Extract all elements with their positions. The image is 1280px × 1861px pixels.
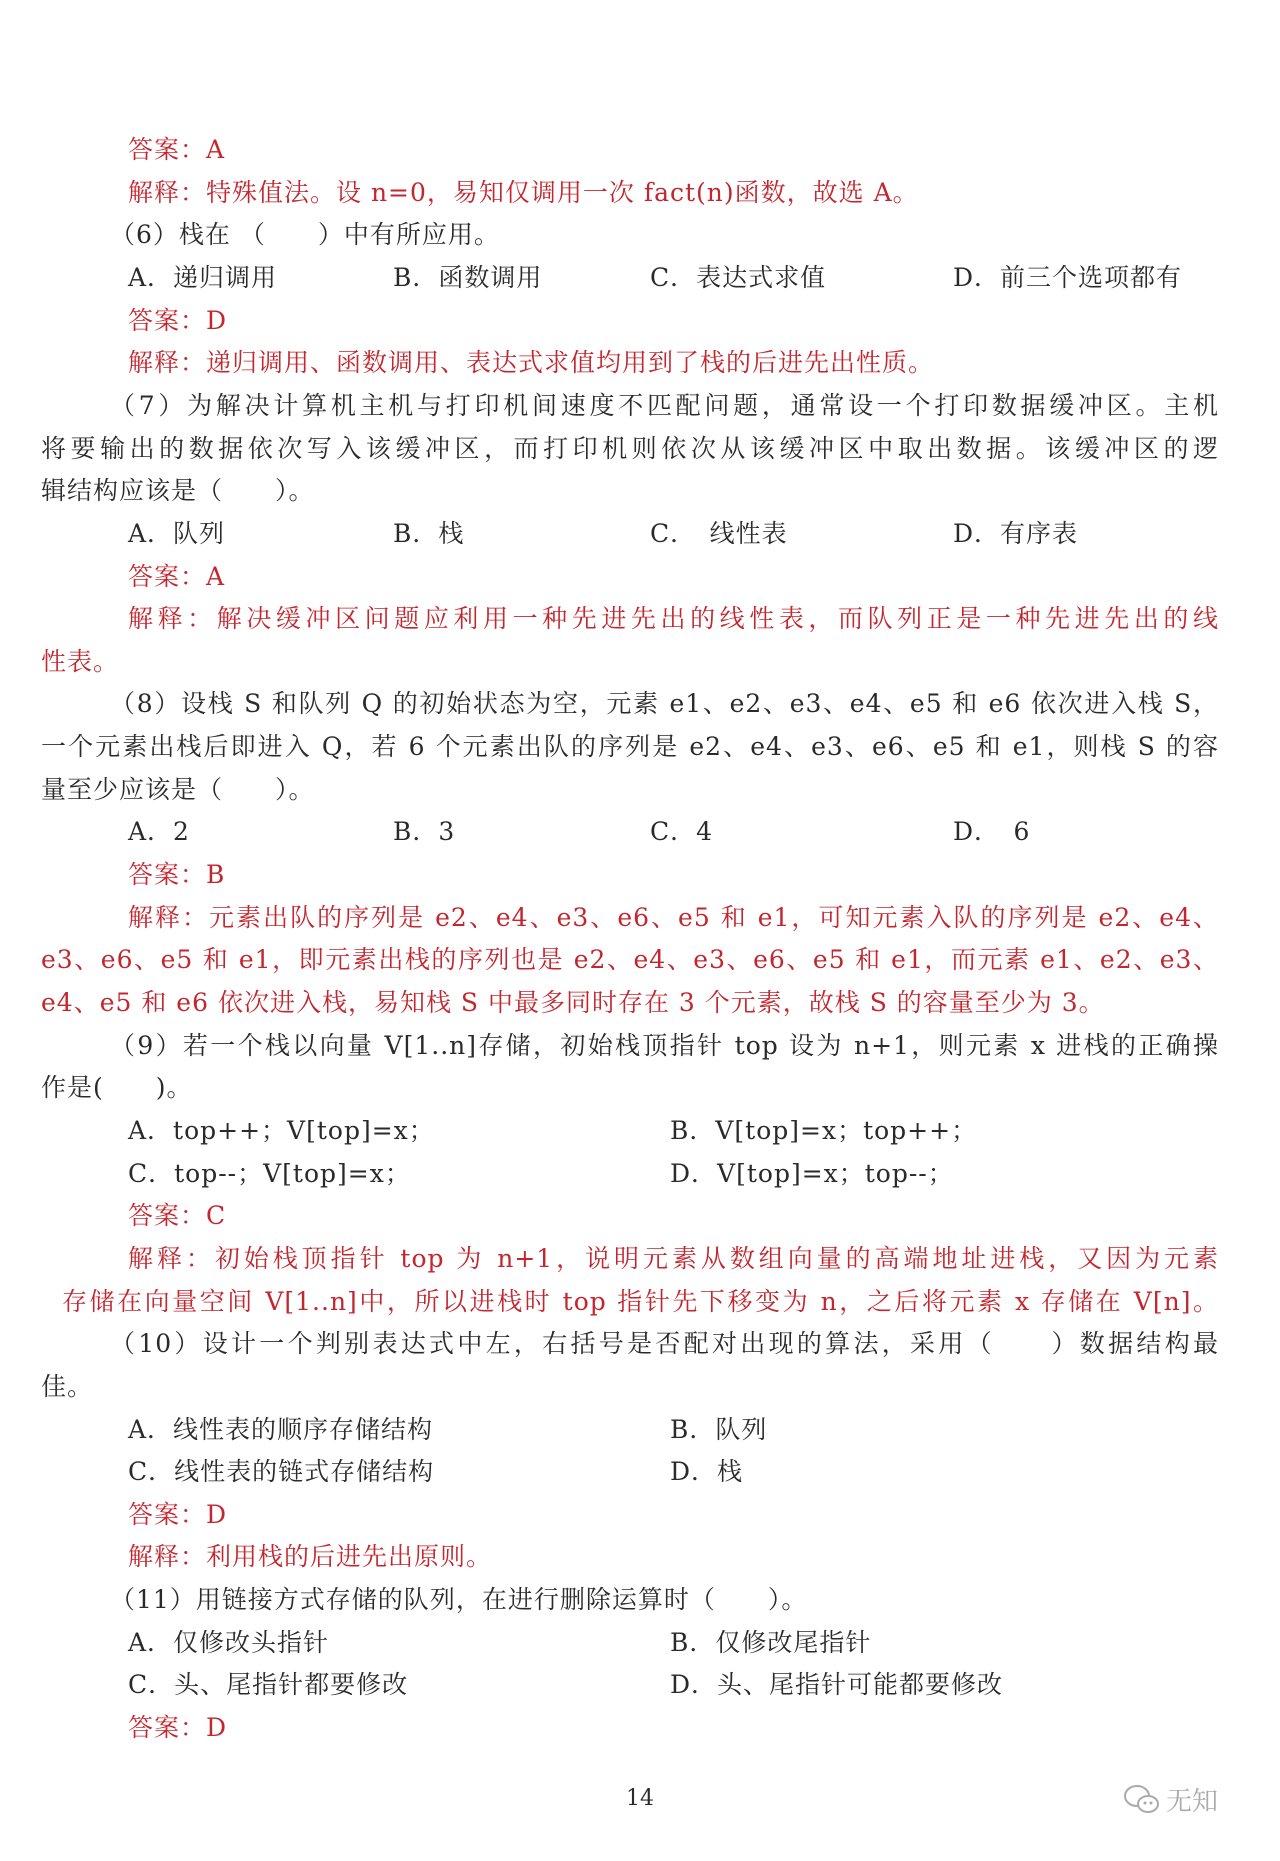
- option-D: D．有序表: [953, 518, 1079, 548]
- option-A: A．线性表的顺序存储结构: [128, 1414, 434, 1444]
- option-A: A．2: [128, 817, 190, 847]
- options-row: [0, 1451, 1280, 1493]
- option-B: D．V[top]=x；top--；: [670, 1158, 954, 1188]
- wechat-icon: [1122, 1783, 1162, 1817]
- question-line: 一个元素出栈后即进入 Q，若 6 个元素出队的序列是 e2、e4、e3、e6、e5 和 e1，则栈 S 的容: [41, 732, 1219, 762]
- explanation-line: e3、e6、e5 和 e1，即元素出栈的序列也是 e2、e4、e3、e6、e5 和 e1，而元素 e1、e2、e3、: [41, 945, 1219, 975]
- option-A: C．头、尾指针都要修改: [128, 1670, 409, 1700]
- answer-line: 答案：D: [128, 305, 228, 335]
- option-B: B．栈: [393, 518, 465, 548]
- option-C: C．表达式求值: [650, 262, 827, 292]
- option-B: B．仅修改尾指针: [670, 1627, 872, 1657]
- page-number: 14: [626, 1786, 654, 1811]
- option-B: B．函数调用: [393, 262, 543, 292]
- option-C: C．4: [650, 817, 714, 847]
- options-row: [0, 1153, 1280, 1195]
- question-line: 量至少应该是（ ）。: [41, 774, 315, 804]
- question-line: （8）设栈 S 和队列 Q 的初始状态为空，元素 e1、e2、e3、e4、e5 和 e6 依次进入栈 S，: [110, 689, 1219, 719]
- question-line: 作是( )。: [41, 1073, 193, 1103]
- answer-line: 答案：B: [128, 860, 226, 890]
- options-row: [0, 1664, 1280, 1706]
- answer-line: 答案：A: [128, 561, 226, 591]
- option-A: A．仅修改头指针: [128, 1627, 330, 1657]
- options-row: [0, 811, 1280, 853]
- explanation-line: 性表。: [41, 646, 120, 676]
- watermark-text: 无知: [1166, 1787, 1219, 1817]
- answer-line: 答案：A: [128, 135, 226, 164]
- options-row: [0, 513, 1280, 555]
- question-line: （10）设计一个判别表达式中左，右括号是否配对出现的算法，采用（ ）数据结构最: [110, 1329, 1219, 1359]
- explanation-line: e4、e5 和 e6 依次进入栈，易知栈 S 中最多同时存在 3 个元素，故栈 S 的容量至少为 3。: [41, 988, 1105, 1017]
- explanation-line: 解释：递归调用、函数调用、表达式求值均用到了栈的后进先出性质。: [128, 348, 935, 378]
- answer-line: 答案：D: [128, 1499, 228, 1529]
- question-line: （11）用链接方式存储的队列，在进行删除运算时（ ）。: [110, 1585, 808, 1615]
- options-row: [0, 1622, 1280, 1664]
- question-line: （6）栈在 （ ）中有所应用。: [110, 220, 500, 250]
- option-B: B．V[top]=x；top++；: [670, 1115, 978, 1145]
- explanation-line: 解释：初始栈顶指针 top 为 n+1，说明元素从数组向量的高端地址进栈，又因为元素: [128, 1243, 1219, 1273]
- option-D: D．前三个选项都有: [953, 262, 1183, 292]
- option-A: C．top--；V[top]=x；: [128, 1158, 411, 1188]
- explanation-line: 解释：解决缓冲区问题应利用一种先进先出的线性表，而队列正是一种先进先出的线: [128, 604, 1219, 634]
- watermark: [1122, 1781, 1218, 1818]
- answer-line: 答案：C: [128, 1201, 227, 1231]
- explanation-line: 解释：特殊值法。设 n=0，易知仅调用一次 fact(n)函数，故选 A。: [128, 177, 919, 207]
- option-D: D． 6: [953, 817, 1031, 847]
- explanation-line: 存储在向量空间 V[1..n]中，所以进栈时 top 指针先下移变为 n，之后将元素 x 存储在 V[n]。: [62, 1286, 1219, 1316]
- question-line: 辑结构应该是（ ）。: [41, 476, 315, 506]
- option-B: B．队列: [670, 1414, 768, 1444]
- answer-line: 答案：D: [128, 1713, 228, 1743]
- option-B: D．头、尾指针可能都要修改: [670, 1670, 1004, 1700]
- option-B: B．3: [393, 817, 456, 847]
- question-line: 佳。: [41, 1371, 94, 1401]
- option-A: A．递归调用: [128, 262, 278, 292]
- question-line: （7）为解决计算机主机与打印机间速度不匹配问题，通常设一个打印数据缓冲区。主机: [110, 390, 1219, 420]
- option-C: C． 线性表: [650, 518, 788, 548]
- question-line: （9）若一个栈以向量 V[1..n]存储，初始栈顶指针 top 设为 n+1，则元素 x 进栈的正确操: [110, 1030, 1219, 1060]
- question-line: 将要输出的数据依次写入该缓冲区，而打印机则依次从该缓冲区中取出数据。该缓冲区的逻: [41, 433, 1219, 463]
- options-row: [0, 1409, 1280, 1451]
- option-A: A．top++；V[top]=x；: [128, 1115, 435, 1145]
- explanation-line: 解释：利用栈的后进先出原则。: [128, 1542, 493, 1572]
- option-A: C．线性表的链式存储结构: [128, 1457, 435, 1487]
- option-A: A．队列: [128, 518, 226, 548]
- options-row: [0, 257, 1280, 299]
- explanation-line: 解释：元素出队的序列是 e2、e4、e3、e6、e5 和 e1，可知元素入队的序列是 e2、e4、: [128, 902, 1219, 932]
- option-B: D．栈: [670, 1457, 744, 1487]
- options-row: [0, 1110, 1280, 1152]
